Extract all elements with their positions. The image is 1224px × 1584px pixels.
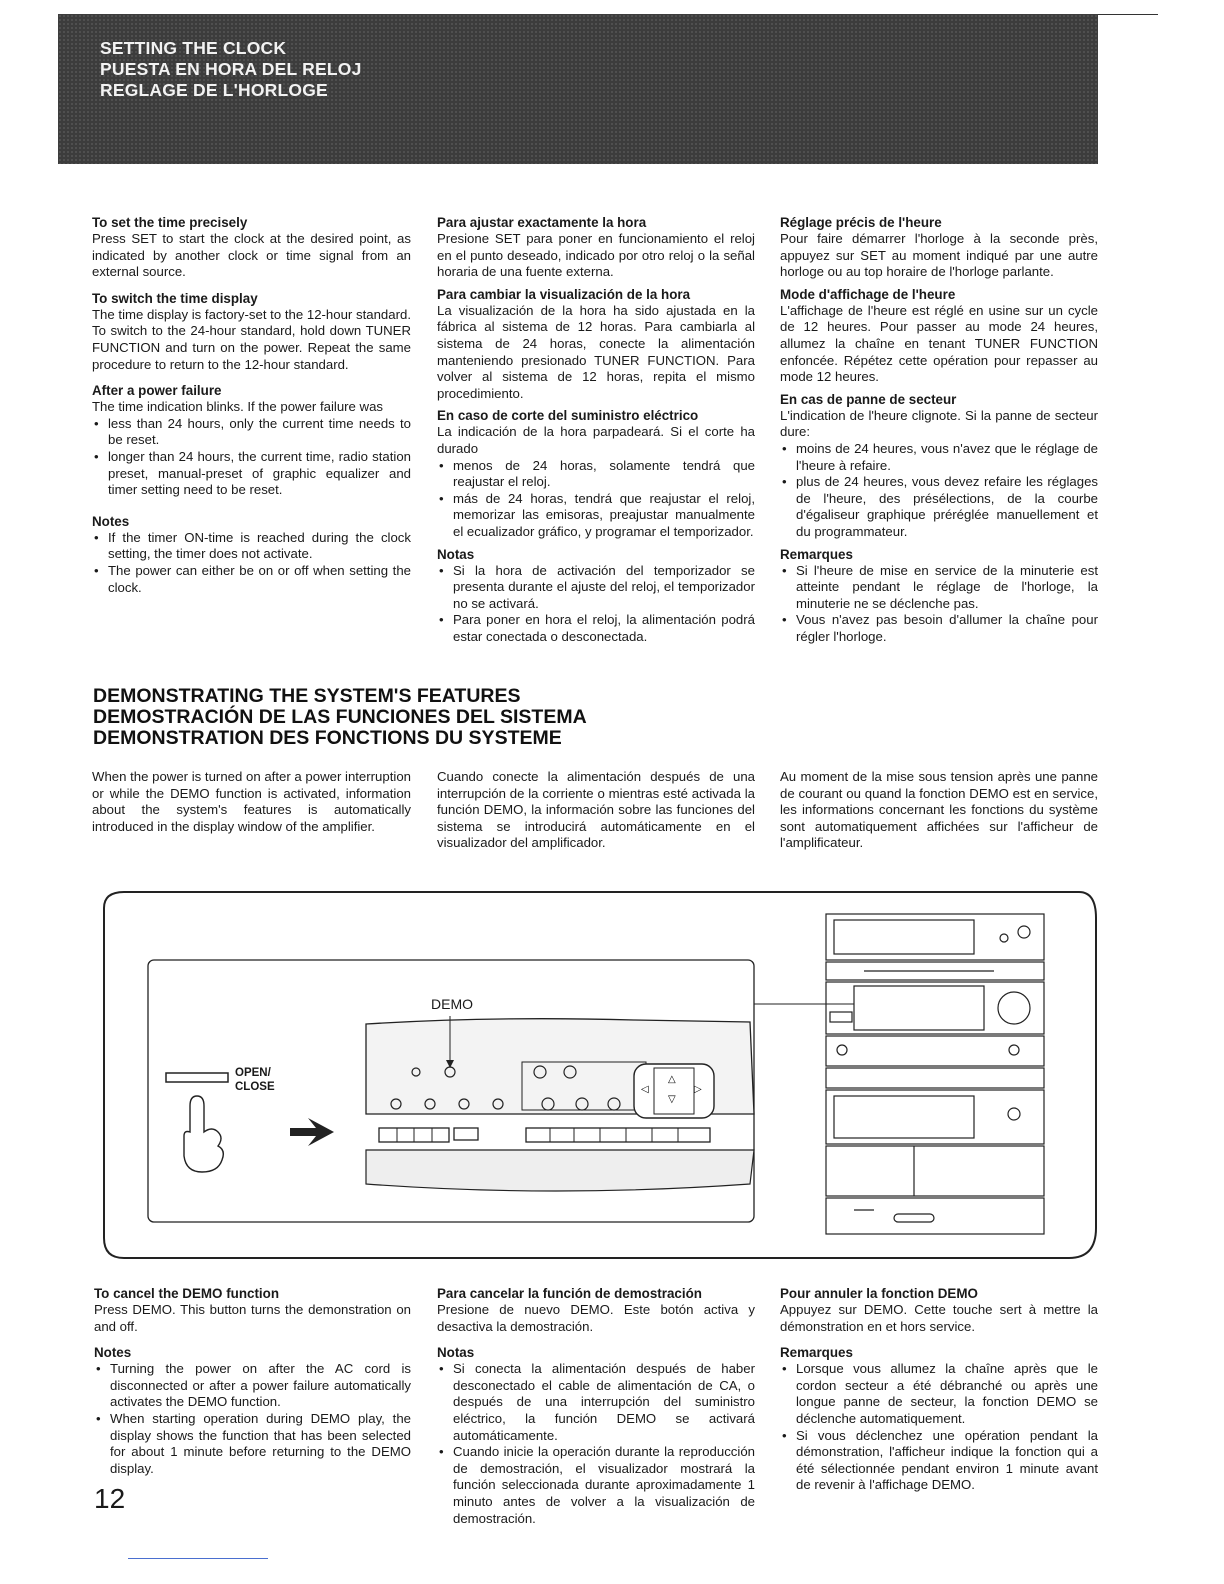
demo-cancel-column-fr bbox=[780, 1285, 1098, 1503]
section-text: Presione SET para poner en funcionamiento el reloj en el punto deseado, indicado por otro reloj o la señal horaria de una fuente externa. bbox=[437, 231, 755, 280]
demo-intro-es bbox=[437, 769, 755, 852]
section-heading: Pour annuler la fonction DEMO bbox=[780, 1286, 978, 1301]
clock-column-fr bbox=[780, 214, 1098, 654]
bullet-list bbox=[92, 416, 411, 499]
demo-cancel-column-es bbox=[437, 1285, 755, 1536]
notes-list bbox=[94, 1361, 411, 1477]
list-item: • más de 24 horas, tendrá que reajustar el reloj, memorizar las emisoras, preajustar manualmente el ecualizador gráfico, y programar el temporizador. bbox=[437, 491, 755, 541]
list-item: • The power can either be on or off when setting the clock. bbox=[92, 563, 411, 596]
section-heading: Para cambiar la visualización de la hora bbox=[437, 286, 691, 302]
svg-text:▷: ▷ bbox=[694, 1084, 702, 1095]
section-heading: To set the time precisely bbox=[92, 215, 248, 230]
notes-heading: Notas bbox=[437, 546, 475, 562]
title-en: SETTING THE CLOCK bbox=[100, 38, 287, 58]
notes-heading: Remarques bbox=[780, 1345, 853, 1361]
svg-text:△: △ bbox=[668, 1074, 676, 1085]
notes-list bbox=[92, 530, 411, 596]
intro-text: Au moment de la mise sous tension après une panne de courant ou quand la fonction DEMO est en service, les informations concernant les fonctions du système sont automatiquement affichées sur l'afficheur de l'amplificateur. bbox=[780, 769, 1098, 851]
section-heading: Para cancelar la función de demostración bbox=[437, 1286, 702, 1301]
section-heading: Para ajustar exactamente la hora bbox=[437, 215, 647, 230]
clock-column-es bbox=[437, 214, 755, 654]
demo-title-es: DEMOSTRACIÓN DE LAS FUNCIONES DEL SISTEMA bbox=[93, 706, 587, 728]
bullet-list bbox=[780, 441, 1098, 541]
notes-list bbox=[780, 1361, 1098, 1494]
list-item: • Lorsque vous allumez la chaîne après que le cordon secteur a été débranché ou après une longue panne de secteur, la fonction DEMO se déclenche automatiquement. bbox=[780, 1361, 1098, 1427]
section-heading: Mode d'affichage de l'heure bbox=[780, 286, 956, 302]
list-item: • longer than 24 hours, the current time, radio station preset, manual-preset of graphic equalizer and timer setting need to be reset. bbox=[92, 449, 411, 499]
section-heading: To cancel the DEMO function bbox=[94, 1286, 279, 1301]
list-item: • Vous n'avez pas besoin d'allumer la chaîne pour régler l'horloge. bbox=[780, 612, 1098, 645]
list-item: • moins de 24 heures, vous n'avez que le réglage de l'heure à refaire. bbox=[780, 441, 1098, 474]
open-close-button bbox=[166, 1073, 228, 1082]
list-item: • Si conecta la alimentación después de haber desconectado el cable de alimentación de CA, o después de una interrupción del suministro eléctrico, la función DEMO se activará automáticamente. bbox=[437, 1361, 755, 1444]
svg-text:◁: ◁ bbox=[641, 1084, 649, 1095]
demo-section-title bbox=[93, 686, 587, 749]
section-heading: To switch the time display bbox=[92, 290, 258, 306]
section-text: Press SET to start the clock at the desired point, as indicated by another clock or time signal from an external source. bbox=[92, 231, 411, 280]
section-text: La visualización de la hora ha sido ajustada en la fábrica al sistema de 12 horas. Para cambiarla al sistema de 24 horas, conecte la alimentación manteniendo presionado TUNER FUNCTION. Para volver al sistema de 12 horas, repita el mismo procedimiento. bbox=[437, 302, 755, 401]
panel-lower-lip bbox=[366, 1150, 754, 1191]
header-rule bbox=[1098, 14, 1158, 15]
notes-list bbox=[780, 563, 1098, 646]
list-item: • menos de 24 horas, solamente tendrá que reajustar el reloj. bbox=[437, 458, 755, 491]
notes-heading: Notes bbox=[92, 513, 130, 529]
section-text: Presione de nuevo DEMO. Este botón activa y desactiva la demostración. bbox=[437, 1302, 755, 1334]
notes-heading: Notes bbox=[94, 1345, 132, 1361]
section-text: Pour faire démarrer l'horloge à la seconde près, appuyez sur SET au moment indiqué par une autre horloge ou au top horaire de l'horloge parlante. bbox=[780, 231, 1098, 280]
list-item: • Si la hora de activación del temporizador se presenta durante el ajuste del reloj, el temporizador no se activará. bbox=[437, 563, 755, 613]
demo-intro-en bbox=[92, 769, 411, 835]
close-label: CLOSE bbox=[235, 1081, 275, 1093]
button-strip-right bbox=[526, 1128, 710, 1142]
intro-text: Cuando conecte la alimentación después de una interrupción de la corriente o mientras esté activada la función DEMO, la información sobre las funciones del sistema se introducirá automáticamente en el visualizador del amplificador. bbox=[437, 769, 755, 851]
section-text: Press DEMO. This button turns the demonstration on and off. bbox=[94, 1302, 411, 1334]
section-heading: En cas de panne de secteur bbox=[780, 391, 957, 407]
list-item: • Si vous déclenchez une opération pendant la démonstration, l'afficheur indique la fonction qui a été sélectionnée pendant environ 1 minute avant de revenir à l'affichage DEMO. bbox=[780, 1428, 1098, 1494]
arrow-right-icon bbox=[290, 1118, 334, 1146]
section-text: Appuyez sur DEMO. Cette touche sert à mettre la démonstration en et hors service. bbox=[780, 1302, 1098, 1334]
list-item: • Para poner en hora el reloj, la alimentación podrá estar conectada o desconectada. bbox=[437, 612, 755, 645]
list-item: • Cuando inicie la operación durante la reproducción de demostración, el visualizador mostrará la función seleccionada durante aproximadamente 1 minuto antes de volver a la visualización de demostración. bbox=[437, 1444, 755, 1527]
small-button bbox=[454, 1128, 478, 1140]
stereo-system-stack bbox=[826, 914, 1044, 1234]
list-item: • Turning the power on after the AC cord is disconnected or after a power failure automatically activates the DEMO function. bbox=[94, 1361, 411, 1411]
section-text: La indicación de la hora parpadeará. Si el corte ha durado bbox=[437, 424, 755, 456]
intro-text: When the power is turned on after a power interruption or while the DEMO function is activated, information about the system's features is automatically introduced in the display window of the amplifier. bbox=[92, 769, 411, 834]
footer-link-underline bbox=[128, 1558, 268, 1559]
notes-list bbox=[437, 1361, 755, 1527]
list-item: • plus de 24 heures, vous devez refaire les réglages de l'heure, des présélections, de la courbe d'égaliseur graphique préréglée manuellement et du programmateur. bbox=[780, 474, 1098, 540]
section-text: The time indication blinks. If the power failure was bbox=[92, 399, 383, 415]
section-text: The time display is factory-set to the 12-hour standard. To switch to the 24-hour standard, hold down TUNER FUNCTION and turn on the power. Repeat the same procedure to return to the 12-hour standard. bbox=[92, 306, 411, 372]
page-number: 12 bbox=[94, 1483, 126, 1514]
list-item: • less than 24 hours, only the current time needs to be reset. bbox=[92, 416, 411, 449]
section-heading: En caso de corte del suministro eléctrico bbox=[437, 408, 699, 424]
title-fr: REGLAGE DE L'HORLOGE bbox=[100, 80, 328, 100]
demo-title-en: DEMONSTRATING THE SYSTEM'S FEATURES bbox=[93, 685, 521, 707]
notes-heading: Remarques bbox=[780, 546, 853, 562]
demo-intro-fr bbox=[780, 769, 1098, 852]
demo-button-label: DEMO bbox=[431, 996, 473, 1012]
section-text: L'indication de l'heure clignote. Si la panne de secteur dure: bbox=[780, 407, 1098, 440]
list-item: • When starting operation during DEMO play, the display shows the function that has been selected for about 1 minute before returning to the DEMO display. bbox=[94, 1411, 411, 1477]
clock-column-en bbox=[92, 214, 411, 605]
bullet-list bbox=[437, 458, 755, 541]
list-item: • Si l'heure de mise en service de la minuterie est atteinte pendant le réglage de l'horloge, la minuterie ne se déclenche pas. bbox=[780, 563, 1098, 613]
section-heading: Réglage précis de l'heure bbox=[780, 215, 942, 230]
title-es: PUESTA EN HORA DEL RELOJ bbox=[100, 59, 362, 79]
open-close-label bbox=[235, 1066, 275, 1094]
section-text: L'affichage de l'heure est réglé en usine sur un cycle de 12 heures. Pour passer au mode 24 heures, allumez la chaîne en tenant TUNER FUNCTION enfoncée. Répétez cette opération pour repasser au mode 12 heures. bbox=[780, 302, 1098, 385]
open-label: OPEN/ bbox=[235, 1067, 271, 1079]
page-title bbox=[100, 38, 362, 101]
notes-heading: Notas bbox=[437, 1345, 475, 1361]
notes-list bbox=[437, 563, 755, 646]
list-item: • If the timer ON-time is reached during the clock setting, the timer does not activate. bbox=[92, 530, 411, 563]
demo-title-fr: DEMONSTRATION DES FONCTIONS DU SYSTEME bbox=[93, 727, 562, 749]
section-heading: After a power failure bbox=[92, 383, 222, 399]
hand-icon bbox=[184, 1096, 223, 1172]
svg-text:▽: ▽ bbox=[668, 1094, 676, 1105]
demo-cancel-column-en bbox=[94, 1285, 411, 1486]
